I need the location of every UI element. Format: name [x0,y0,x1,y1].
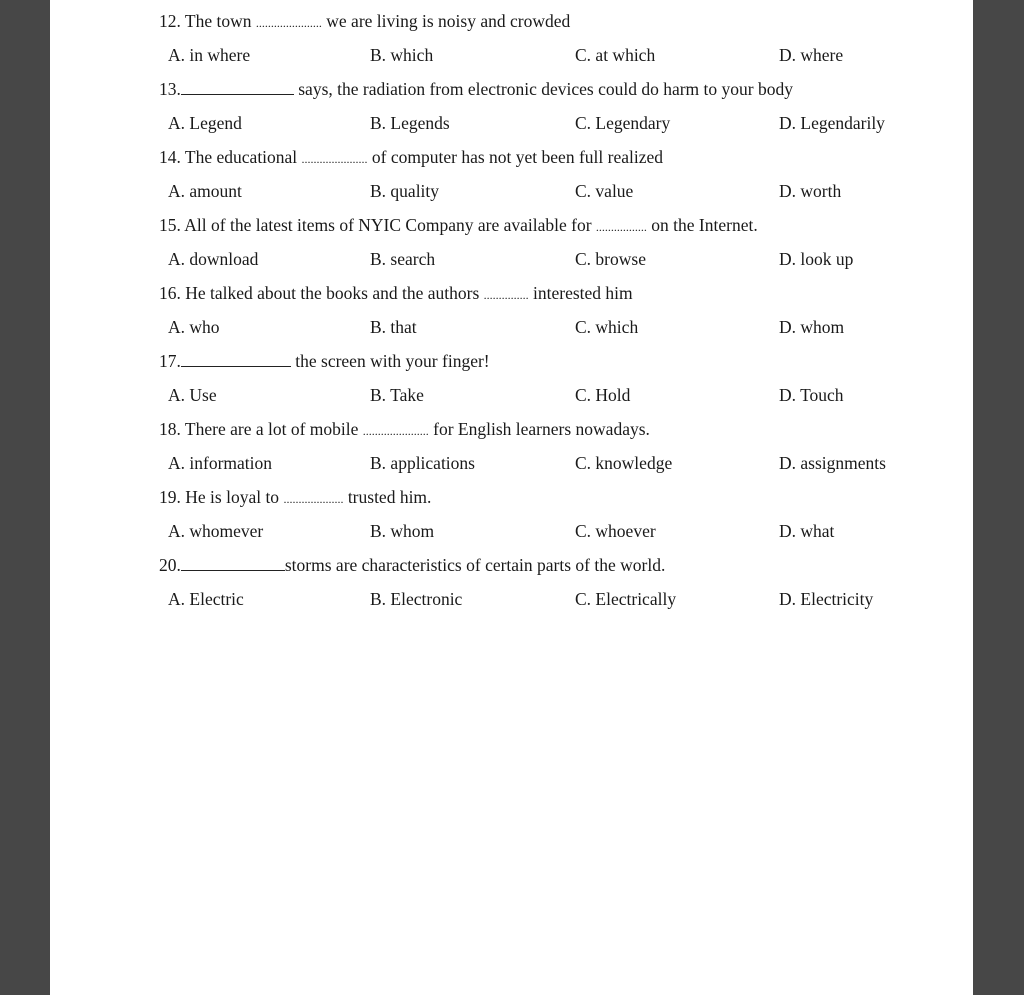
answer-options [159,381,959,416]
option-d: D. Touch [779,385,844,405]
option-b: B. whom [370,521,435,541]
option-a: A. Legend [168,113,242,133]
answer-blank-dots: ...................... [255,16,322,30]
option-a: A. who [168,317,220,337]
question-text-after: says, the radiation from electronic devices could do harm to your body [293,79,793,99]
question-12 [159,8,959,76]
option-d: D. Electricity [779,589,874,609]
question-13 [159,76,959,144]
question-19 [159,484,959,552]
question-text-before: The town [180,11,256,31]
question-text-before: He talked about the books and the authors [180,283,484,303]
question-number: 16. [159,283,181,303]
question-number: 17. [159,351,181,371]
answer-blank-dots: .................... [283,492,344,506]
answer-blank-dots: ...................... [362,424,429,438]
question-text-after: on the Internet. [646,215,758,235]
option-a: A. whomever [168,521,264,541]
answer-options [159,177,959,212]
document-page [50,0,973,995]
answer-blank-line [181,556,285,571]
question-number: 19. [159,487,181,507]
question-number: 20. [159,555,181,575]
option-c: C. at which [575,45,656,65]
answer-options [159,449,959,484]
option-d: D. what [779,521,835,541]
question-14 [159,144,959,212]
question-15 [159,212,959,280]
question-stem [159,552,959,585]
answer-blank-dots: ................. [595,220,647,234]
question-text-before: The educational [180,147,302,167]
question-text-after: we are living is noisy and crowded [321,11,571,31]
question-text-after: of computer has not yet been full realized [367,147,663,167]
question-stem [159,484,959,517]
option-d: D. Legendarily [779,113,885,133]
question-number: 12. [159,11,181,31]
question-list [159,8,959,620]
question-stem [159,280,959,313]
option-b: B. Legends [370,113,450,133]
question-20 [159,552,959,620]
option-d: D. where [779,45,844,65]
option-c: C. which [575,317,639,337]
question-text-after: for English learners nowadays. [428,419,650,439]
question-text-after: storms are characteristics of certain parts of the world. [284,555,666,575]
question-text-after: the screen with your finger! [290,351,490,371]
option-b: B. quality [370,181,440,201]
question-text-before: There are a lot of mobile [180,419,363,439]
option-d: D. worth [779,181,842,201]
option-c: C. whoever [575,521,656,541]
answer-blank-line [181,80,294,95]
answer-options [159,517,959,552]
option-b: B. applications [370,453,475,473]
answer-blank-dots: ............... [483,288,529,302]
answer-options [159,245,959,280]
answer-options [159,41,959,76]
option-d: D. look up [779,249,854,269]
option-a: A. in where [168,45,251,65]
option-c: C. Hold [575,385,631,405]
question-text-before: He is loyal to [180,487,284,507]
option-b: B. search [370,249,436,269]
option-b: B. Electronic [370,589,463,609]
question-stem [159,212,959,245]
question-16 [159,280,959,348]
option-b: B. which [370,45,434,65]
answer-options [159,109,959,144]
option-d: D. whom [779,317,845,337]
option-a: A. information [168,453,273,473]
question-17 [159,348,959,416]
answer-blank-dots: ...................... [301,152,368,166]
question-number: 18. [159,419,181,439]
option-c: C. browse [575,249,646,269]
question-stem [159,8,959,41]
option-a: A. Electric [168,589,244,609]
option-b: B. that [370,317,417,337]
answer-options [159,585,959,620]
answer-options [159,313,959,348]
answer-blank-line [181,352,291,367]
question-text-after: trusted him. [343,487,432,507]
question-stem [159,416,959,449]
option-d: D. assignments [779,453,886,473]
option-a: A. download [168,249,259,269]
option-c: C. knowledge [575,453,673,473]
question-number: 13. [159,79,181,99]
option-c: C. value [575,181,634,201]
question-18 [159,416,959,484]
question-stem [159,144,959,177]
question-stem [159,348,959,381]
option-c: C. Electrically [575,589,677,609]
option-c: C. Legendary [575,113,671,133]
question-text-after: interested him [528,283,633,303]
option-a: A. amount [168,181,242,201]
question-stem [159,76,959,109]
question-number: 15. [159,215,181,235]
option-b: B. Take [370,385,424,405]
question-text-before: All of the latest items of NYIC Company are available for [180,215,596,235]
question-number: 14. [159,147,181,167]
option-a: A. Use [168,385,217,405]
